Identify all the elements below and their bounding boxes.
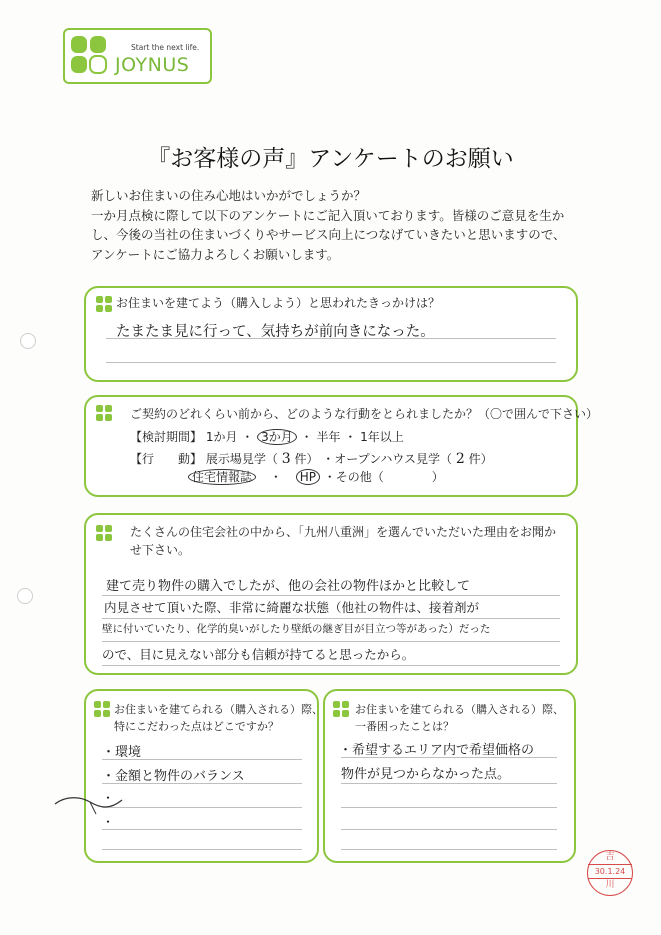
period-option: 1年以上 <box>360 430 404 444</box>
answer-line <box>102 641 560 642</box>
intro-line: し、今後の当社の住まいづくりやサービス向上につなげていきたいと思いますので、 <box>91 227 566 242</box>
answer-4-line: ・ <box>102 791 115 805</box>
answer-line <box>102 849 302 850</box>
intro-line: 一か月点検に際して以下のアンケートにご記入頂いております。皆様のご意見を生か <box>91 207 565 223</box>
answer-line <box>102 783 302 784</box>
intro-line: 新しいお住まいの住み心地はいかがでしょうか？ <box>91 188 367 203</box>
openhouse-label: ・オープンハウス見学（ <box>322 452 453 466</box>
bullet-clover-icon <box>333 701 349 717</box>
period-label: 【検討期間】 <box>130 430 203 444</box>
answer-line <box>341 783 557 784</box>
separator: ・ <box>241 430 254 444</box>
answer-line <box>102 665 560 666</box>
question-5-line2: 一番困ったことは？ <box>355 720 454 733</box>
bullet-clover-icon <box>96 525 112 541</box>
showroom-unit: 件） <box>294 452 319 466</box>
action-row <box>130 450 493 467</box>
stamp-date: 30.1.24 <box>588 864 632 879</box>
answer-line <box>102 829 302 830</box>
separator: ・ <box>269 470 282 484</box>
answer-3-line: ので、目に見えない部分も信頼が持てると思ったから。 <box>102 647 415 662</box>
question-2: ご契約のどれくらい前から、どのような行動をとられましたか？（〇で囲んで下さい） <box>130 407 599 421</box>
hp-selected: HP <box>296 469 320 485</box>
question-4-line2: 特にこだわった点はどこですか？ <box>114 720 279 733</box>
question-4-line1: お住まいを建てられる（購入される）際、 <box>114 703 323 716</box>
question-3-line1: たくさんの住宅会社の中から、「九州八重洲」を選んでいただいた理由をお聞か <box>130 525 557 539</box>
answer-line <box>102 759 302 760</box>
answer-line <box>341 807 557 808</box>
openhouse-count: 2 <box>455 451 465 467</box>
period-row <box>130 428 404 445</box>
answer-4-line: ・金額と物件のバランス <box>102 769 245 784</box>
answer-3-line: 建て売り物件の購入でしたが、他の会社の物件ほかと比較して <box>106 579 471 594</box>
answer-3-line: 内見させて頂いた際、非常に綺麗な状態（他社の物件は、接着剤が <box>104 600 480 615</box>
question-box-5 <box>323 689 576 863</box>
bullet-clover-icon <box>96 296 112 312</box>
intro-line: アンケートにご協力よろしくお願いします。 <box>91 246 340 262</box>
answer-line <box>102 595 560 596</box>
answer-3-line: 壁に付いていたり、化学的臭いがしたり壁紙の継ぎ目が目立つ等があった）だった <box>102 623 491 635</box>
separator: ・ <box>300 430 313 444</box>
showroom-count: 3 <box>281 451 291 467</box>
punch-hole-bottom <box>17 588 33 604</box>
answer-4-line: ・環境 <box>102 745 142 760</box>
other-option: ・その他（ ） <box>323 470 444 484</box>
bullet-clover-icon <box>96 405 112 421</box>
logo-brand: JOYNUS <box>115 54 190 76</box>
separator: ・ <box>344 430 357 444</box>
showroom-label: 展示場見学（ <box>205 452 278 466</box>
question-3-line2: せ下さい。 <box>130 543 191 557</box>
answer-5-line: ・希望するエリア内で希望価格の <box>339 743 535 758</box>
answer-line <box>106 338 556 339</box>
period-option: 1か月 <box>205 430 238 444</box>
openhouse-unit: 件） <box>468 452 493 466</box>
answer-5-line: 物件が見つからなかった点。 <box>341 767 511 782</box>
answer-line <box>102 807 302 808</box>
answer-4-line: ・ <box>102 815 115 829</box>
question-box-4 <box>84 689 323 863</box>
punch-hole-top <box>20 333 36 349</box>
action-label: 【行 動】 <box>130 452 203 466</box>
answer-line <box>341 757 557 758</box>
question-box-1 <box>84 286 578 382</box>
answer-line <box>106 362 556 363</box>
logo-tagline: Start the next life. <box>131 43 200 52</box>
clover-logo-icon <box>69 34 109 76</box>
answer-1: たまたま見に行って、気持ちが前向きになった。 <box>116 324 435 340</box>
pen-scribble-icon <box>50 790 130 820</box>
period-option-selected: 3か月 <box>257 429 297 445</box>
stamp-top: 吉 <box>605 852 615 862</box>
answer-line <box>341 849 557 850</box>
company-logo <box>63 28 212 84</box>
bullet-clover-icon <box>94 701 110 717</box>
intro-text <box>91 186 591 264</box>
action-row-2 <box>188 468 444 485</box>
info-magazine-selected: 住宅情報誌 <box>188 469 256 485</box>
question-box-2 <box>84 395 599 497</box>
answer-line <box>341 829 557 830</box>
stamp-bottom: 川 <box>605 880 615 890</box>
question-1: お住まいを建てよう（購入しよう）と思われたきっかけは？ <box>116 296 441 310</box>
question-5-line1: お住まいを建てられる（購入される）際、 <box>355 703 564 716</box>
date-stamp <box>587 850 633 896</box>
question-box-3 <box>84 513 578 675</box>
page-title: 『お客様の声』アンケートのお願い <box>147 146 514 172</box>
answer-line <box>102 618 560 619</box>
period-option: 半年 <box>316 430 341 444</box>
